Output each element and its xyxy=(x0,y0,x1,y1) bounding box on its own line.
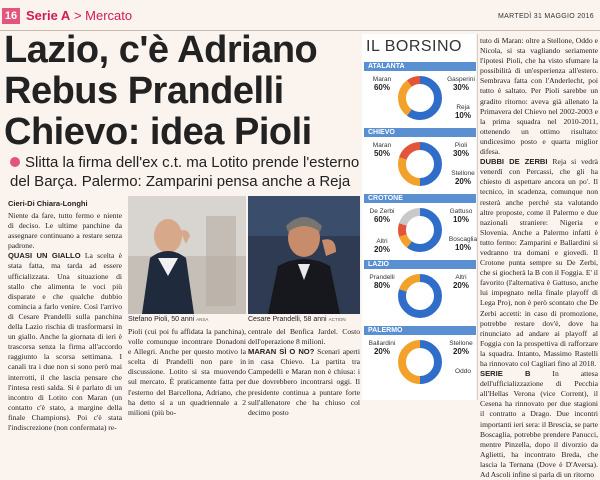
column-3-text: centrale del Benfica Jardel. Costo dell'operazione 8 milioni. xyxy=(248,327,360,347)
candidate-percentage: 80% xyxy=(373,281,390,290)
candidate-name: Altri xyxy=(455,274,467,281)
subhead-maran: MARAN SÌ O NO? xyxy=(248,347,315,357)
column-4-text: tuto di Maran: oltre a Stellone, Oddo e Nicola, si sta vagliando seriamente l'ipotesi Pioli, che ha visto sfumare la possibilità di un'esperienza all'estero. Sembrava fatta con l'Anderlecht, poi tutto è saltato. Per Pioli sarebbe un gradito ritorno: aveva già allenato la Primavera del Chievo nel 2002-2003 e la prima squadra nel 2010-2011, ottenendo un ottimo risultato: undicesimo posto e quarta miglior difesa. xyxy=(480,36,598,157)
borsino-candidate xyxy=(367,340,397,356)
caption-credit: ANSA xyxy=(196,317,209,322)
candidate-percentage: 60% xyxy=(373,215,390,224)
borsino-candidate xyxy=(367,274,397,290)
borsino-candidate xyxy=(367,76,397,92)
borsino-candidate xyxy=(367,208,397,224)
candidate-percentage: 30% xyxy=(452,149,469,158)
deck xyxy=(10,153,360,191)
borsino-donut xyxy=(392,136,448,192)
borsino-candidate xyxy=(448,104,478,120)
candidate-percentage: 20% xyxy=(373,245,390,254)
caption-name: Cesare Prandelli, 58 anni xyxy=(248,316,327,323)
borsino-donut xyxy=(392,202,448,258)
candidate-name: Stellone xyxy=(449,340,473,347)
headline-line-1: Lazio, c'è Adriano xyxy=(4,29,318,71)
photo-pioli xyxy=(128,196,246,314)
candidate-name: De Zerbi xyxy=(369,208,395,215)
headline xyxy=(4,30,360,153)
candidate-percentage: 30% xyxy=(452,83,469,92)
borsino-candidate xyxy=(448,368,478,375)
candidate-name: Boscaglia xyxy=(448,236,478,243)
caption-credit: ACTION xyxy=(328,317,346,322)
candidate-percentage: 20% xyxy=(373,347,390,356)
borsino-candidate xyxy=(448,236,478,252)
candidate-name: Reja xyxy=(456,104,470,111)
borsino-candidate xyxy=(446,142,476,158)
column-4-text-2: In attesa dell'ufficializzazione di Pecchia all'Hellas Verona (vice Corrent), il Cesena ha rinnovato per due stagioni il contratto a Drago. Due incontri importanti ieri sera: il Brescia, se parte Boscaglia, potrebbe prendere Panucci, mentre Pinzella, dopo il divorzio da Aglietti, ha incontrato Breda, che lascia la Ternana (Dove è D'Aversa). Ad Ascoli infine si parla di un ritorno xyxy=(480,369,598,480)
subhead-dubbi-de-zerbi: DUBBI DE ZERBI xyxy=(480,157,548,167)
candidate-percentage: 20% xyxy=(454,177,471,186)
subhead-quasi-un-giallo: QUASI UN GIALLO xyxy=(8,251,81,261)
photo-prandelli xyxy=(248,196,360,314)
candidate-name: Gattuso xyxy=(449,208,473,215)
subhead-serie-b: SERIE B xyxy=(480,369,531,379)
borsino-candidate xyxy=(446,208,476,224)
deck-text: Slitta la firma dell'ex c.t. ma Lotito prende l'esterno del Barça. Palermo: Zamparini pensa anche a Reja xyxy=(10,154,360,190)
subsection-name: Mercato xyxy=(85,8,133,23)
article-column-3 xyxy=(248,327,360,418)
borsino-candidate xyxy=(367,238,397,254)
candidate-name: Stellone xyxy=(451,170,475,177)
borsino-team-header: PALERMO xyxy=(364,326,476,335)
borsino-team-header: LAZIO xyxy=(364,260,476,269)
candidate-name: Altri xyxy=(376,238,388,245)
page-number: 16 xyxy=(2,8,20,24)
headline-line-3: Chievo: idea Pioli xyxy=(4,111,312,153)
borsino-candidate xyxy=(446,274,476,290)
candidate-percentage: 50% xyxy=(373,149,390,158)
borsino-team-header: CROTONE xyxy=(364,194,476,203)
headline-line-2: Rebus Prandelli xyxy=(4,70,284,112)
column-divider xyxy=(477,34,478,400)
bullet-dot-icon xyxy=(10,157,20,167)
candidate-percentage: 10% xyxy=(454,111,471,120)
section-separator: > xyxy=(70,8,86,23)
borsino-donut xyxy=(392,70,448,126)
candidate-name: Maran xyxy=(372,76,392,83)
borsino-team-header: ATALANTA xyxy=(364,62,476,71)
candidate-name: Pioli xyxy=(454,142,468,149)
article-column-2: Pioli (cui poi fu affidata la panchina), volle comunque incontrare Donadoni e Allegri. Anche per questo motivo la scelta di Prandelli non pare in discussione. Lotito si sta muovendo sul mercato. È praticamente fatta per l'esterno del Barcellona, Adriano, che ha detto sì a un quadriennale a 2 milioni (più bo- xyxy=(128,327,246,417)
date-line: MARTEDÌ 31 MAGGIO 2016 xyxy=(498,13,594,20)
candidate-percentage: 60% xyxy=(373,83,390,92)
candidate-name: Prandelli xyxy=(369,274,395,281)
section-name: Serie A xyxy=(26,8,71,23)
candidate-percentage: 10% xyxy=(452,215,469,224)
photo-caption-prandelli xyxy=(248,316,346,323)
caption-name: Stefano Pioli, 50 anni xyxy=(128,316,195,323)
borsino-team-header: CHIEVO xyxy=(364,128,476,137)
borsino-title: IL BORSINO xyxy=(366,38,462,55)
intro-text: Niente da fare, tutto fermo e niente di deciso. Le ultime panchine da assegnare continuano a restare senza padrone. xyxy=(8,211,122,251)
section-title[interactable] xyxy=(26,8,132,23)
borsino-donut xyxy=(392,268,448,324)
article-column-4 xyxy=(480,36,598,480)
photo-prandelli-figure xyxy=(248,196,360,314)
borsino-candidate xyxy=(367,142,397,158)
column-4-text-1: Reja si vedrà venerdì con Percassi, che gli ha chiesto di aspettare ancora un po'. Il tecnico, in scadenza, comunque non resterà anche perché sta valutando altre proposte, come il Palermo e due nazionali straniere: Nigeria e Slovenia. Anche a Palermo infatti è tutto fermo: Zamparini e Ballardini si vedranno tra domani e giovedì. Il Crotone punta sempre su De Zerbi, che si giocherà la B con il Foggia. E' il favorito (l'alternativa è Gattuso, anche lui impegnato nella finale playoff di Lega Pro), non è però scontato che De Zerbi accetti: in caso di promozione, potrebbe restare dov'è, dove ha rinunciato ad andare ai playoff al Foggia con la prospettiva di rafforzare la squadra. Intanto, Massimo Rastelli ha rinnovato col Cagliari fino al 2018. xyxy=(480,157,598,368)
column-3-text-2: Scenari aperti in casa Chievo. La partita tra Campedelli e Maran non è chiusa: i due dovrebbero incontrarsi oggi. Il presidente continua a puntare forte sull'allenatore che ha chiuso col decimo posto xyxy=(248,347,360,417)
candidate-name: Oddo xyxy=(455,368,471,375)
candidate-name: Gasperini xyxy=(447,76,475,83)
borsino-candidate xyxy=(446,340,476,356)
candidate-percentage: 20% xyxy=(452,281,469,290)
candidate-name: Maran xyxy=(372,142,392,149)
borsino-candidate xyxy=(448,170,478,186)
borsino-candidate xyxy=(446,76,476,92)
column-1-text: La scelta è stata fatta, ma tarda ad essere ufficializzata. Una situazione di stallo che alimenta le voci più disparate e che qualche dubbio comincia a farlo venire. Così l'arrivo di Cesare Prandelli sulla panchina della Lazio rischia di trasformarsi in un giallo. Anche la giornata di ieri è trascorsa senza la firma all'accordo raggiunto la scorsa settimana. I canali tra i due non si sono però mai interrotti, il che lascia pensare che l'intesa resti salda. Si è parlato di un incontro di Lotito con Maran (un contatto c'è stato, a margine della finale Champions). Poi c'è stata l'indiscrezione (non confermata) re- xyxy=(8,251,123,432)
candidate-percentage: 10% xyxy=(454,243,471,252)
borsino-donut xyxy=(392,334,448,390)
photo-caption-pioli xyxy=(128,316,208,323)
candidate-percentage: 20% xyxy=(452,347,469,356)
candidate-name: Ballardini xyxy=(368,340,396,347)
byline: Cieri-Di Chiara-Longhi xyxy=(8,199,88,208)
photo-pioli-figure xyxy=(128,196,246,314)
